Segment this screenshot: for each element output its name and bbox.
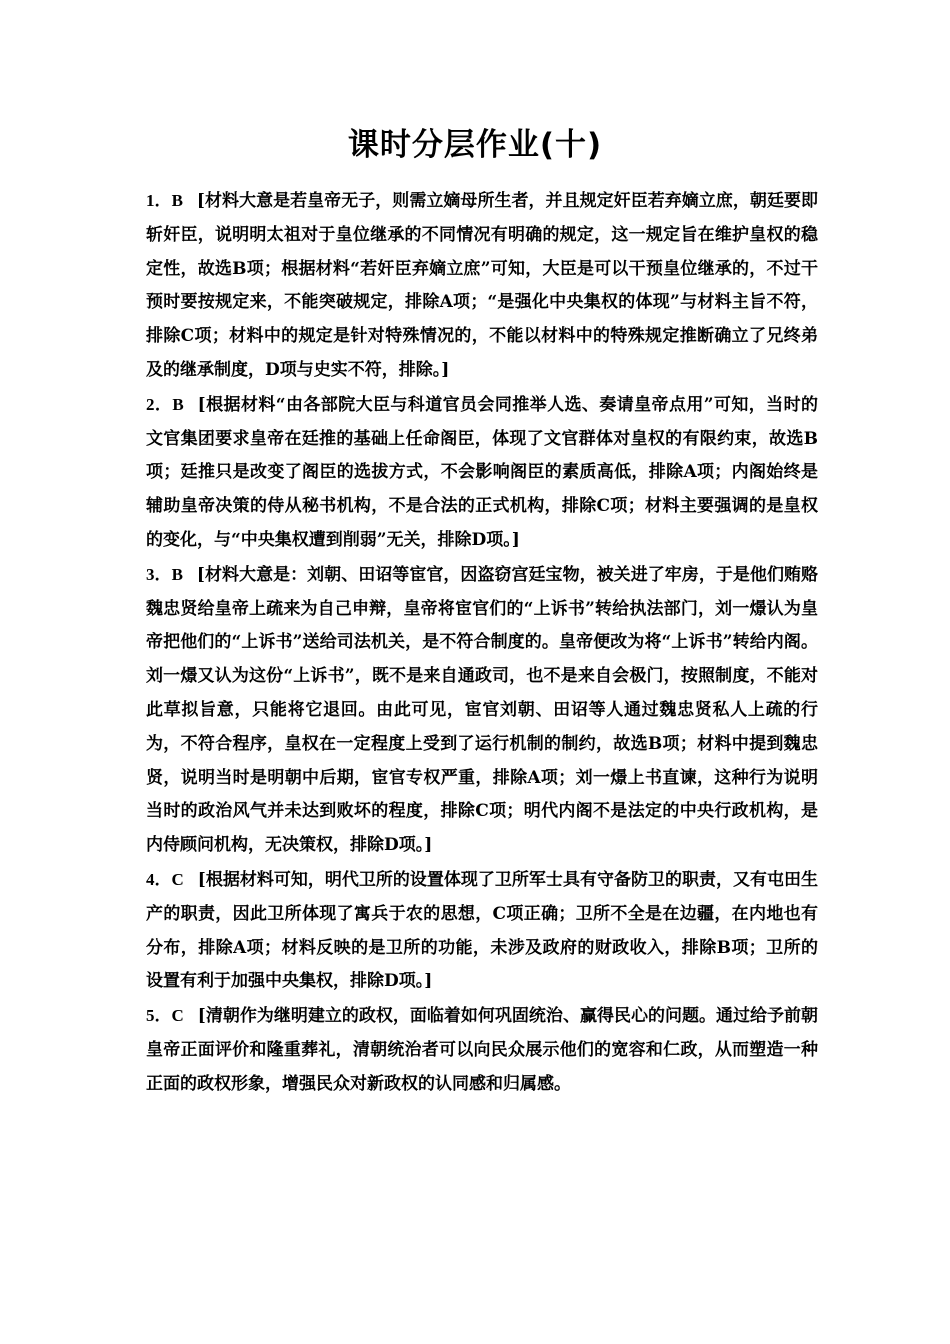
answer-letter: B [171, 191, 183, 210]
answer-letter: C [171, 1006, 184, 1026]
answer-list [146, 184, 818, 1102]
answer-explanation: [材料大意是：刘朝、田诏等宦官，因盗窃宫廷宝物，被关进了牢房，于是他们贿赂魏忠贤给皇帝上疏来为自己申辩，皇帝将宦官们的“上诉书”转给执法部门，刘一燝认为皇帝把他们的“上诉书”送给司法机关，是不符合制度的。皇帝便改为将“上诉书”转给内阁。刘一燝又认为这份“上诉书”，既不是来自通政司，也不是来自会极门，按照制度，不能对此草拟旨意，只能将它退回。由此可见，宦官刘朝、田诏等人通过魏忠贤私人上疏的行为，不符合程序，皇权在一定程度上受到了运行机制的制约，故选B项；材料中提到魏忠贤，说明当时是明朝中后期，宦官专权严重，排除A项；刘一燝上书直谏，这种行为说明当时的政治风气并未达到败坏的程度，排除C项；明代内阁不是法定的中央行政机构，是内侍顾问机构，无决策权，排除D项。] [146, 564, 818, 856]
answer-letter: B [171, 564, 183, 584]
answer-letter: B [172, 394, 184, 414]
answer-item-1 [146, 184, 818, 388]
answer-explanation: [根据材料“由各部院大臣与科道官员会同推举人选、奏请皇帝点用”可知，当时的文官集团要求皇帝在廷推的基础上任命阁臣，体现了文官群体对皇权的有限约束，故选B项；廷推只是改变了阁臣的选拔方式，不会影响阁臣的素质高低，排除A项；内阁始终是辅助皇帝决策的侍从秘书机构，不是合法的正式机构，排除C项；材料主要强调的是皇权的变化，与“中央集权遭到削弱”无关，排除D项。] [146, 394, 818, 550]
answer-explanation: [材料大意是若皇帝无子，则需立嫡母所生者，并且规定奸臣若弃嫡立庶，朝廷要即斩奸臣，说明明太祖对于皇位继承的不同情况有明确的规定，这一规定旨在维护皇权的稳定性，故选B项；根据材料“若奸臣弃嫡立庶”可知，大臣是可以干预皇位继承的，不过干预时要按规定来，不能突破规定，排除A项；“是强化中央集权的体现”与材料主旨不符，排除C项；材料中的规定是针对特殊情况的，不能以材料中的特殊规定推断确立了兄终弟及的继承制度，D项与史实不符，排除。] [146, 191, 818, 380]
question-number: 2． [146, 394, 173, 414]
answer-item-3 [146, 558, 818, 863]
answer-item-2 [146, 388, 818, 558]
answer-item-4 [146, 863, 818, 999]
question-number: 4． [146, 869, 172, 889]
question-number: 1． [146, 191, 172, 210]
answer-letter: C [171, 869, 184, 889]
answer-item-5 [146, 999, 818, 1101]
answer-explanation: [根据材料可知，明代卫所的设置体现了卫所军士具有守备防卫的职责，又有屯田生产的职责，因此卫所体现了寓兵于农的思想，C项正确；卫所不全是在边疆，在内地也有分布，排除A项；材料反映的是卫所的功能，未涉及政府的财政收入，排除B项；卫所的设置有利于加强中央集权，排除D项。] [146, 869, 819, 992]
question-number: 5． [146, 1006, 172, 1026]
answer-explanation: [清朝作为继明建立的政权，面临着如何巩固统治、赢得民心的问题。通过给予前朝皇帝正面评价和隆重葬礼，清朝统治者可以向民众展示他们的宽容和仁政，从而塑造一种正面的政权形象，增强民众对新政权的认同感和归属感。 [146, 1006, 819, 1094]
question-number: 3． [146, 564, 172, 584]
page-title: 课时分层作业(十) [347, 127, 603, 163]
